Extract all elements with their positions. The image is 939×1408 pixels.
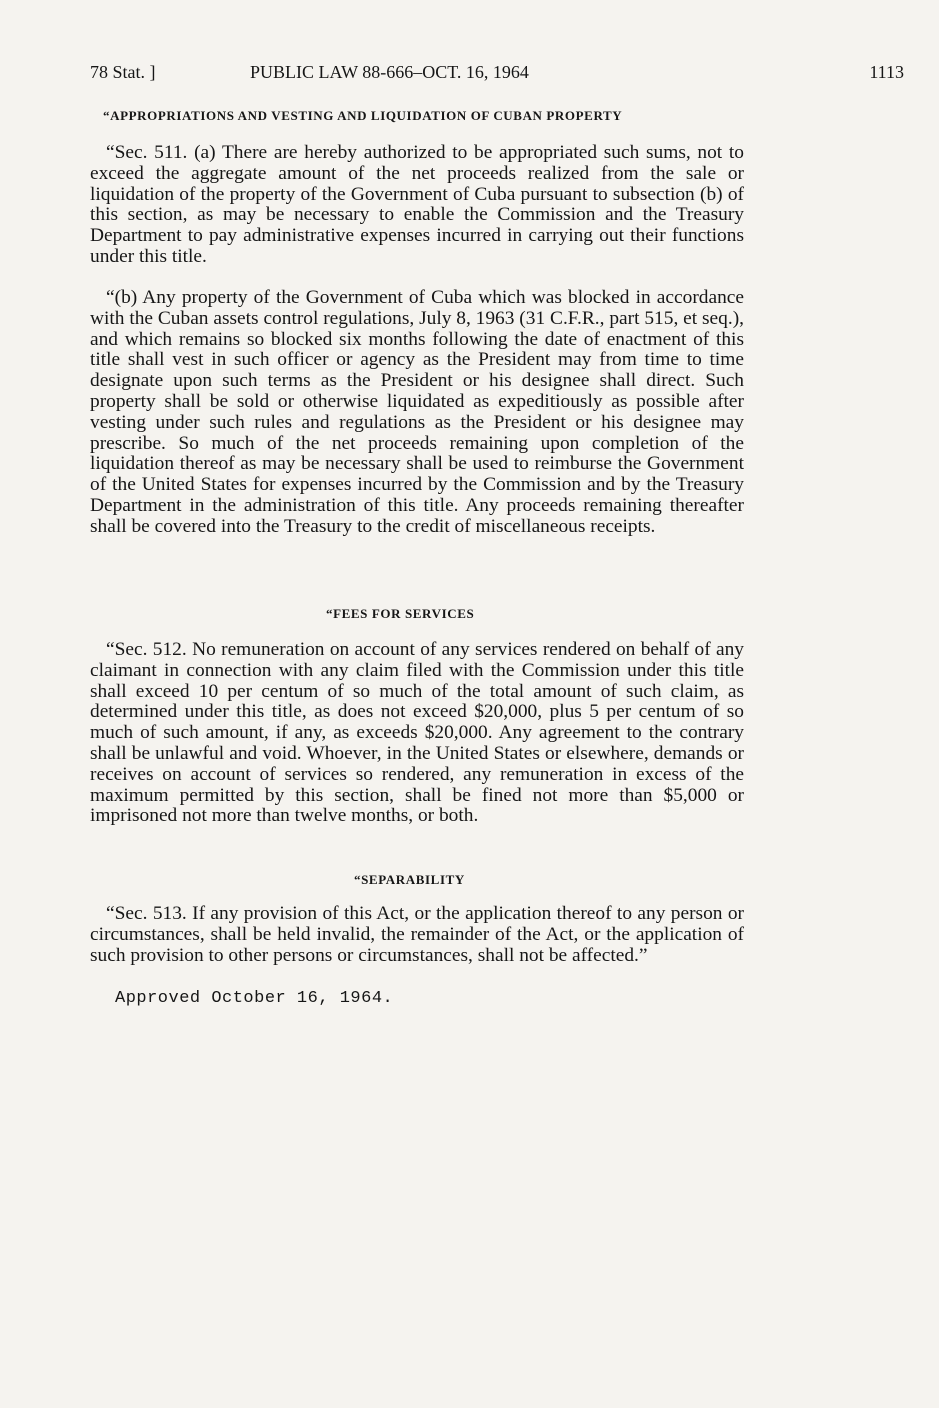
running-header xyxy=(90,62,904,86)
section-heading-separability: “SEPARABILITY xyxy=(354,872,465,887)
approval-date: Approved October 16, 1964. xyxy=(115,989,394,1008)
paragraph-sec-511-b: “(b) Any property of the Government of Cuba which was blocked in accordance with the Cuban assets control regulations, July 8, 1963 (31 C.F.R., part 515, et seq.), and which remains so blocked six months following the date of enactment of this title shall vest in such officer or agency as the President may from time to time designate upon such terms as the President or his designee shall direct. Such property shall be sold or otherwise liquidated as expeditiously as possible after vesting under such rules and regulations as the President or his designee may prescribe. So much of the net proceeds remaining upon completion of the liquidation thereof as may be necessary shall be used to reimburse the Government of the United States for expenses incurred by the Commission and by the Treasury Department in the administration of this title. Any proceeds remaining thereafter shall be covered into the Treasury to the credit of miscellaneous receipts. xyxy=(90,287,744,537)
page-number: 1113 xyxy=(869,62,904,82)
public-law-title: PUBLIC LAW 88-666–OCT. 16, 1964 xyxy=(250,62,529,82)
section-heading-appropriations: “APPROPRIATIONS AND VESTING AND LIQUIDATION OF CUBAN PROPERTY xyxy=(103,108,623,123)
section-heading-fees: “FEES FOR SERVICES xyxy=(326,606,475,621)
statute-volume: 78 Stat. ] xyxy=(90,62,156,82)
paragraph-sec-512: “Sec. 512. No remuneration on account of any services rendered on behalf of any claimant in connection with any claim filed with the Commission under this title shall exceed 10 per centum of so much of the total amount of such claim, as determined under this title, as does not exceed $20,000, plus 5 per centum of so much of such amount, if any, as exceeds $20,000. Any agreement to the contrary shall be unlawful and void. Whoever, in the United States or elsewhere, demands or receives on account of services so rendered, any remuneration in excess of the maximum permitted by this section, shall be fined not more than $5,000 or imprisoned not more than twelve months, or both. xyxy=(90,639,744,827)
paragraph-sec-513: “Sec. 513. If any provision of this Act, or the application thereof to any person or circumstances, shall be held invalid, the remainder of the Act, or the application of such provision to other persons or circumstances, shall not be affected.” xyxy=(90,903,744,966)
paragraph-sec-511-a: “Sec. 511. (a) There are hereby authorized to be appropriated such sums, not to exceed the aggregate amount of the net proceeds realized from the sale or liquidation of the property of the Government of Cuba pursuant to subsection (b) of this section, as may be necessary to enable the Commission and the Treasury Department to pay administrative expenses incurred in carrying out their functions under this title. xyxy=(90,142,744,267)
